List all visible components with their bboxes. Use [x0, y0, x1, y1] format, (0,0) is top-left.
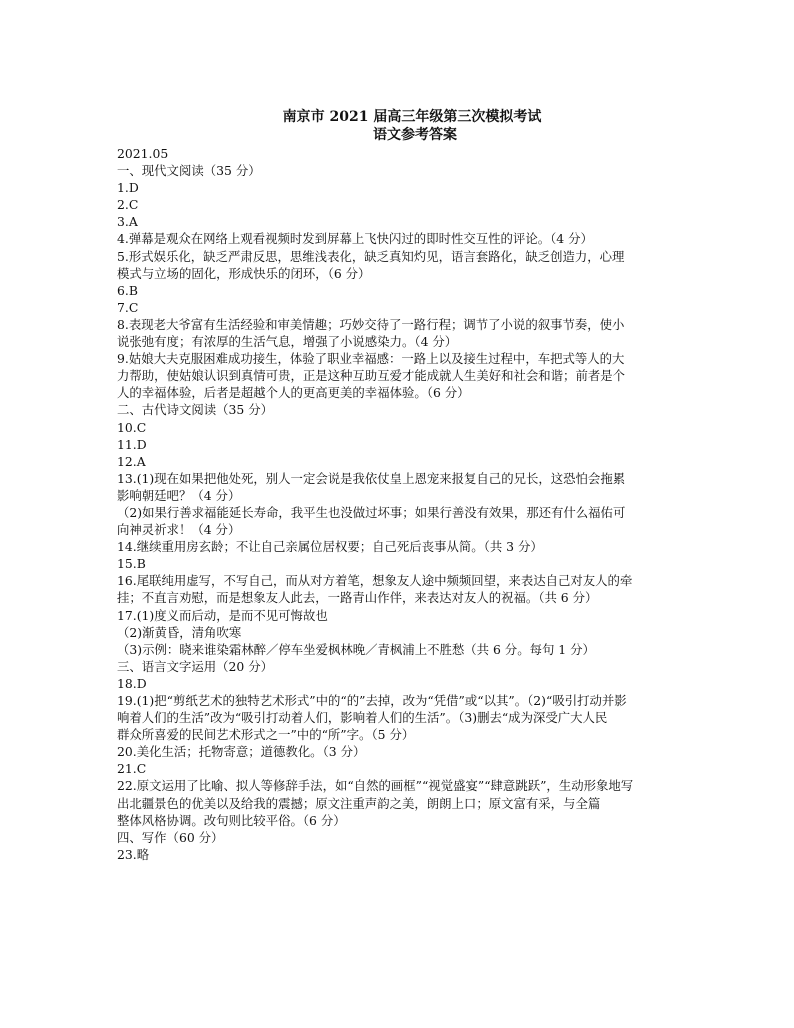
text-line: 出北疆景色的优美以及给我的震撼；原文注重声韵之美，朗朗上口；原文富有采，与全篇	[117, 795, 601, 811]
text-line: 2.C	[117, 197, 139, 213]
text-line: 12.A	[117, 453, 146, 469]
text-line: （3)示例：晓来谁染霜林醉／停车坐爱枫林晚／青枫浦上不胜愁（共 6 分。每句 1 分）	[117, 641, 595, 657]
text-line: 说张弛有度；有浓厚的生活气息，增强了小说感染力。（4 分）	[117, 334, 458, 350]
text-line: 整体风格协调。改句则比较平俗。（6 分）	[117, 812, 346, 828]
text-line: 17.(1)度义而后动，是而不见可悔故也	[117, 607, 328, 623]
answer-content	[117, 145, 689, 863]
text-line: 11.D	[117, 436, 147, 452]
text-line: 21.C	[117, 761, 147, 777]
text-line: 响着人们的生活”改为“吸引打动着人们，影响着人们的生活”。（3)删去“成为深受广大人民	[117, 710, 608, 726]
title-block	[0, 108, 794, 144]
text-line: （2)如果行善求福能延长寿命，我平生也没做过坏事；如果行善没有效果，那还有什么福佑可	[117, 504, 626, 520]
document-title: 南京市 2021 届高三年级第三次模拟考试	[282, 109, 542, 125]
text-line: 人的幸福体验，后者是超越个人的更高更美的幸福体验。（6 分）	[117, 385, 470, 401]
text-line: 13.(1)现在如果把他处死，别人一定会说是我依仗皇上恩宠来报复自己的兄长，这恐怕会拖累	[117, 470, 626, 486]
text-line: 8.表现老大爷富有生活经验和审美情趣；巧妙交待了一路行程；调节了小说的叙事节奏，使小	[117, 316, 625, 332]
text-line: 5.形式娱乐化，缺乏严肃反思，思维浅表化，缺乏真知灼见，语言套路化，缺乏创造力，心理	[117, 248, 625, 264]
text-line: 挂；不直言劝慰，而是想象友人此去，一路青山作伴，来表达对友人的祝福。（共 6 分）	[117, 590, 598, 606]
text-line: 一、现代文阅读（35 分）	[117, 163, 261, 179]
text-line: （2)渐黄昏，清角吹寒	[117, 624, 242, 640]
text-line: 影响朝廷吧？（4 分）	[117, 487, 241, 503]
text-line: 18.D	[117, 675, 147, 691]
text-line: 16.尾联纯用虚写，不写自己，而从对方着笔，想象友人途中频频回望，来表达自己对友人的牵	[117, 573, 633, 589]
document-subtitle: 语文参考答案	[373, 127, 457, 143]
text-line: 1.D	[117, 180, 139, 196]
text-line: 模式与立场的固化，形成快乐的闭环，（6 分）	[117, 265, 371, 281]
text-line: 14.继续重用房玄龄；不让自己亲属位居权要；自己死后丧事从简。（共 3 分）	[117, 539, 543, 555]
text-line: 19.(1)把“剪纸艺术的独特艺术形式”中的“的”去掉，改为“凭借”或“以其”。（2)“吸引打动并影	[117, 693, 627, 708]
text-line: 7.C	[117, 299, 139, 315]
text-line: 22.原文运用了比喻、拟人等修辞手法，如“自然的画框”“视觉盛宴”“肆意跳跃”，生动形象地写	[117, 778, 634, 794]
text-line: 向神灵祈求！（4 分）	[117, 522, 241, 538]
text-line: 群众所喜爱的民间艺术形式之一”中的“所”字。（5 分）	[117, 727, 415, 743]
text-line: 10.C	[117, 419, 147, 435]
text-line: 20.美化生活；托物寄意；道德教化。（3 分）	[117, 744, 366, 760]
text-line: 三、语言文字运用（20 分）	[117, 658, 274, 674]
text-line: 力帮助，使姑娘认识到真情可贵，正是这种互助互爱才能成就人生美好和社会和谐；前者是个	[117, 368, 626, 384]
text-line: 2021.05	[117, 146, 169, 161]
text-line: 3.A	[117, 214, 138, 230]
text-line: 23.略	[117, 846, 150, 862]
text-line: 4.弹幕是观众在网络上观看视频时发到屏幕上飞快闪过的即时性交互性的评论。（4 分）	[117, 231, 593, 247]
text-line: 四、写作（60 分）	[117, 829, 224, 845]
text-line: 6.B	[117, 282, 138, 298]
text-line: 二、古代诗文阅读（35 分）	[117, 402, 274, 418]
text-line: 9.姑娘大夫克服困难成功接生，体验了职业幸福感：一路上以及接生过程中，车把式等人的大	[117, 351, 625, 367]
text-line: 15.B	[117, 556, 146, 572]
